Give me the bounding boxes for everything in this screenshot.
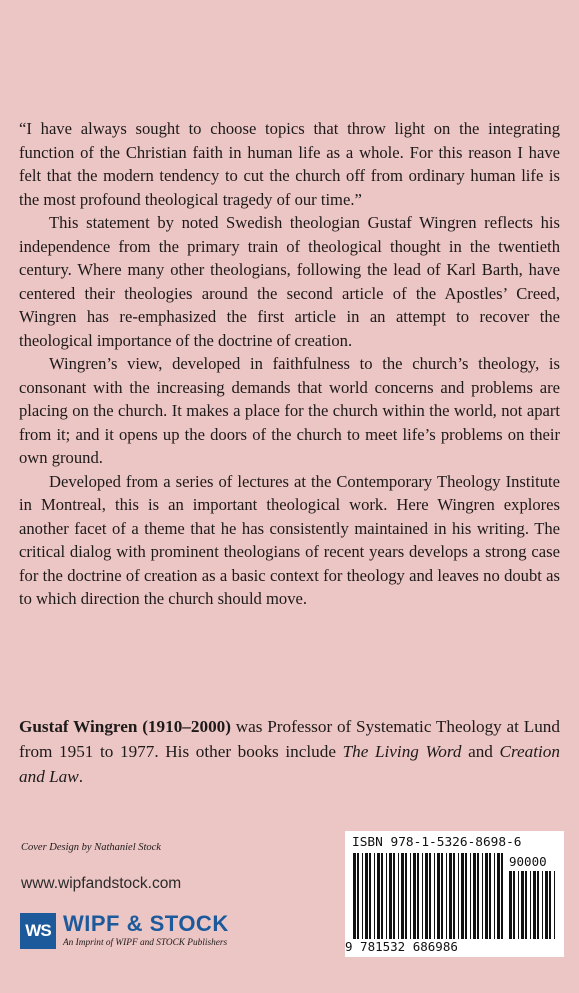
barcode-bar [518,871,519,939]
blurb-paragraph-2: This statement by noted Swedish theologian Gustaf Wingren reflects his independence from the primary train of theological thought in the twentieth century. Where many other theologians, following the lead of Karl Barth, have centered their theologies around the second article of the Apostles’ Creed, Wingren has re-emphasized the first article in an attempt to recover the theological importance of the doctrine of creation. [19,213,560,350]
barcode-bar [377,853,380,939]
publisher-url[interactable]: www.wipfandstock.com [21,875,182,892]
barcode-bar [437,853,440,939]
barcode-bar [405,853,407,939]
barcode-bar [365,853,368,939]
barcode-bar [353,853,356,939]
book-title-1: The Living Word [342,742,462,761]
barcode-bar [381,853,383,939]
barcode-bar [434,853,435,939]
barcode-bar [398,853,399,939]
barcode-bar [537,871,539,939]
barcode-bar [554,871,555,939]
barcode-bar [545,871,548,939]
barcode-bar [401,853,404,939]
barcode-bar [513,871,515,939]
barcode-bar [369,853,371,939]
price-code-text: 90000 [509,854,547,869]
barcode-bar [429,853,431,939]
publisher-tagline: An Imprint of WIPF and STOCK Publishers [63,938,228,948]
barcode-bar [446,853,447,939]
barcode-bar [494,853,495,939]
isbn-text: ISBN 978-1-5326-8698-6 [352,835,522,850]
barcode-bar [501,853,503,939]
barcode-bar [470,853,471,939]
barcode-bar [461,853,464,939]
barcode-bar [458,853,459,939]
barcode-bar [393,853,395,939]
blurb-paragraph-quote: “I have always sought to choose topics that throw light on the integrating function of the Christian faith in human life as a whole. For this reason I have felt that the modern tendency to cut the church off from ordinary human life is the most profound theological tragedy of our time.” [19,119,560,209]
barcode-bar [477,853,479,939]
barcode-bar [413,853,416,939]
barcode-bar [542,871,543,939]
cover-design-credit: Cover Design by Nathaniel Stock [21,842,161,853]
barcode-bar [374,853,375,939]
back-cover-blurb [19,117,560,611]
barcode-bar [485,853,488,939]
barcode-bar [530,871,531,939]
barcode-bar [549,871,551,939]
barcode-bar [521,871,524,939]
isbn-barcode-box [345,831,564,957]
author-name: Gustaf Wingren (1910–2000) [19,717,231,736]
barcode-bar [465,853,467,939]
barcode-bar [410,853,411,939]
barcode-bar [441,853,443,939]
barcode-bar [357,853,359,939]
bio-text-3: . [78,767,83,786]
ws-logo-icon: WS [20,913,56,949]
barcode-bar [422,853,423,939]
blurb-paragraph-4: Developed from a series of lectures at the Contemporary Theology Institute in Montreal, this is an important theological work. Here Wingren explores another facet of a theme that he has consistently maintained in his writing. The critical dialog with prominent theologians of recent years develops a strong case for the doctrine of creation as a basic context for theology and leaves no doubt as to which direction the church should move. [19,471,560,608]
publisher-logo [20,913,320,953]
author-bio [19,714,560,789]
barcode-bar [482,853,483,939]
barcode-bar [533,871,536,939]
book-title-2: Creation and Law [19,742,560,786]
barcode-bar [489,853,491,939]
barcode-bar [389,853,392,939]
bio-text-1: was Professor of Systematic Theology at Lund from 1951 to 1977. His other books include [19,717,560,761]
barcode-bar [362,853,363,939]
blurb-paragraph-3: Wingren’s view, developed in faithfulness to the church’s theology, is consonant with the increasing demands that world concerns and problems are placing on the church. It makes a place for the church within the world, not apart from it; and it opens up the doors of the church to meet life’s problems on their own ground. [19,354,560,467]
ean-digits-text: 9 781532 686986 [345,939,458,954]
bio-text-2: and [461,742,500,761]
publisher-name: WIPF & STOCK [63,911,229,936]
barcode-bar [497,853,500,939]
barcode-bar [449,853,452,939]
barcode-bar [425,853,428,939]
barcode-bar [509,871,512,939]
barcode-bar [453,853,455,939]
barcode-bar [473,853,476,939]
barcode-bar [386,853,387,939]
barcode-bar [417,853,419,939]
barcode-bar [525,871,527,939]
